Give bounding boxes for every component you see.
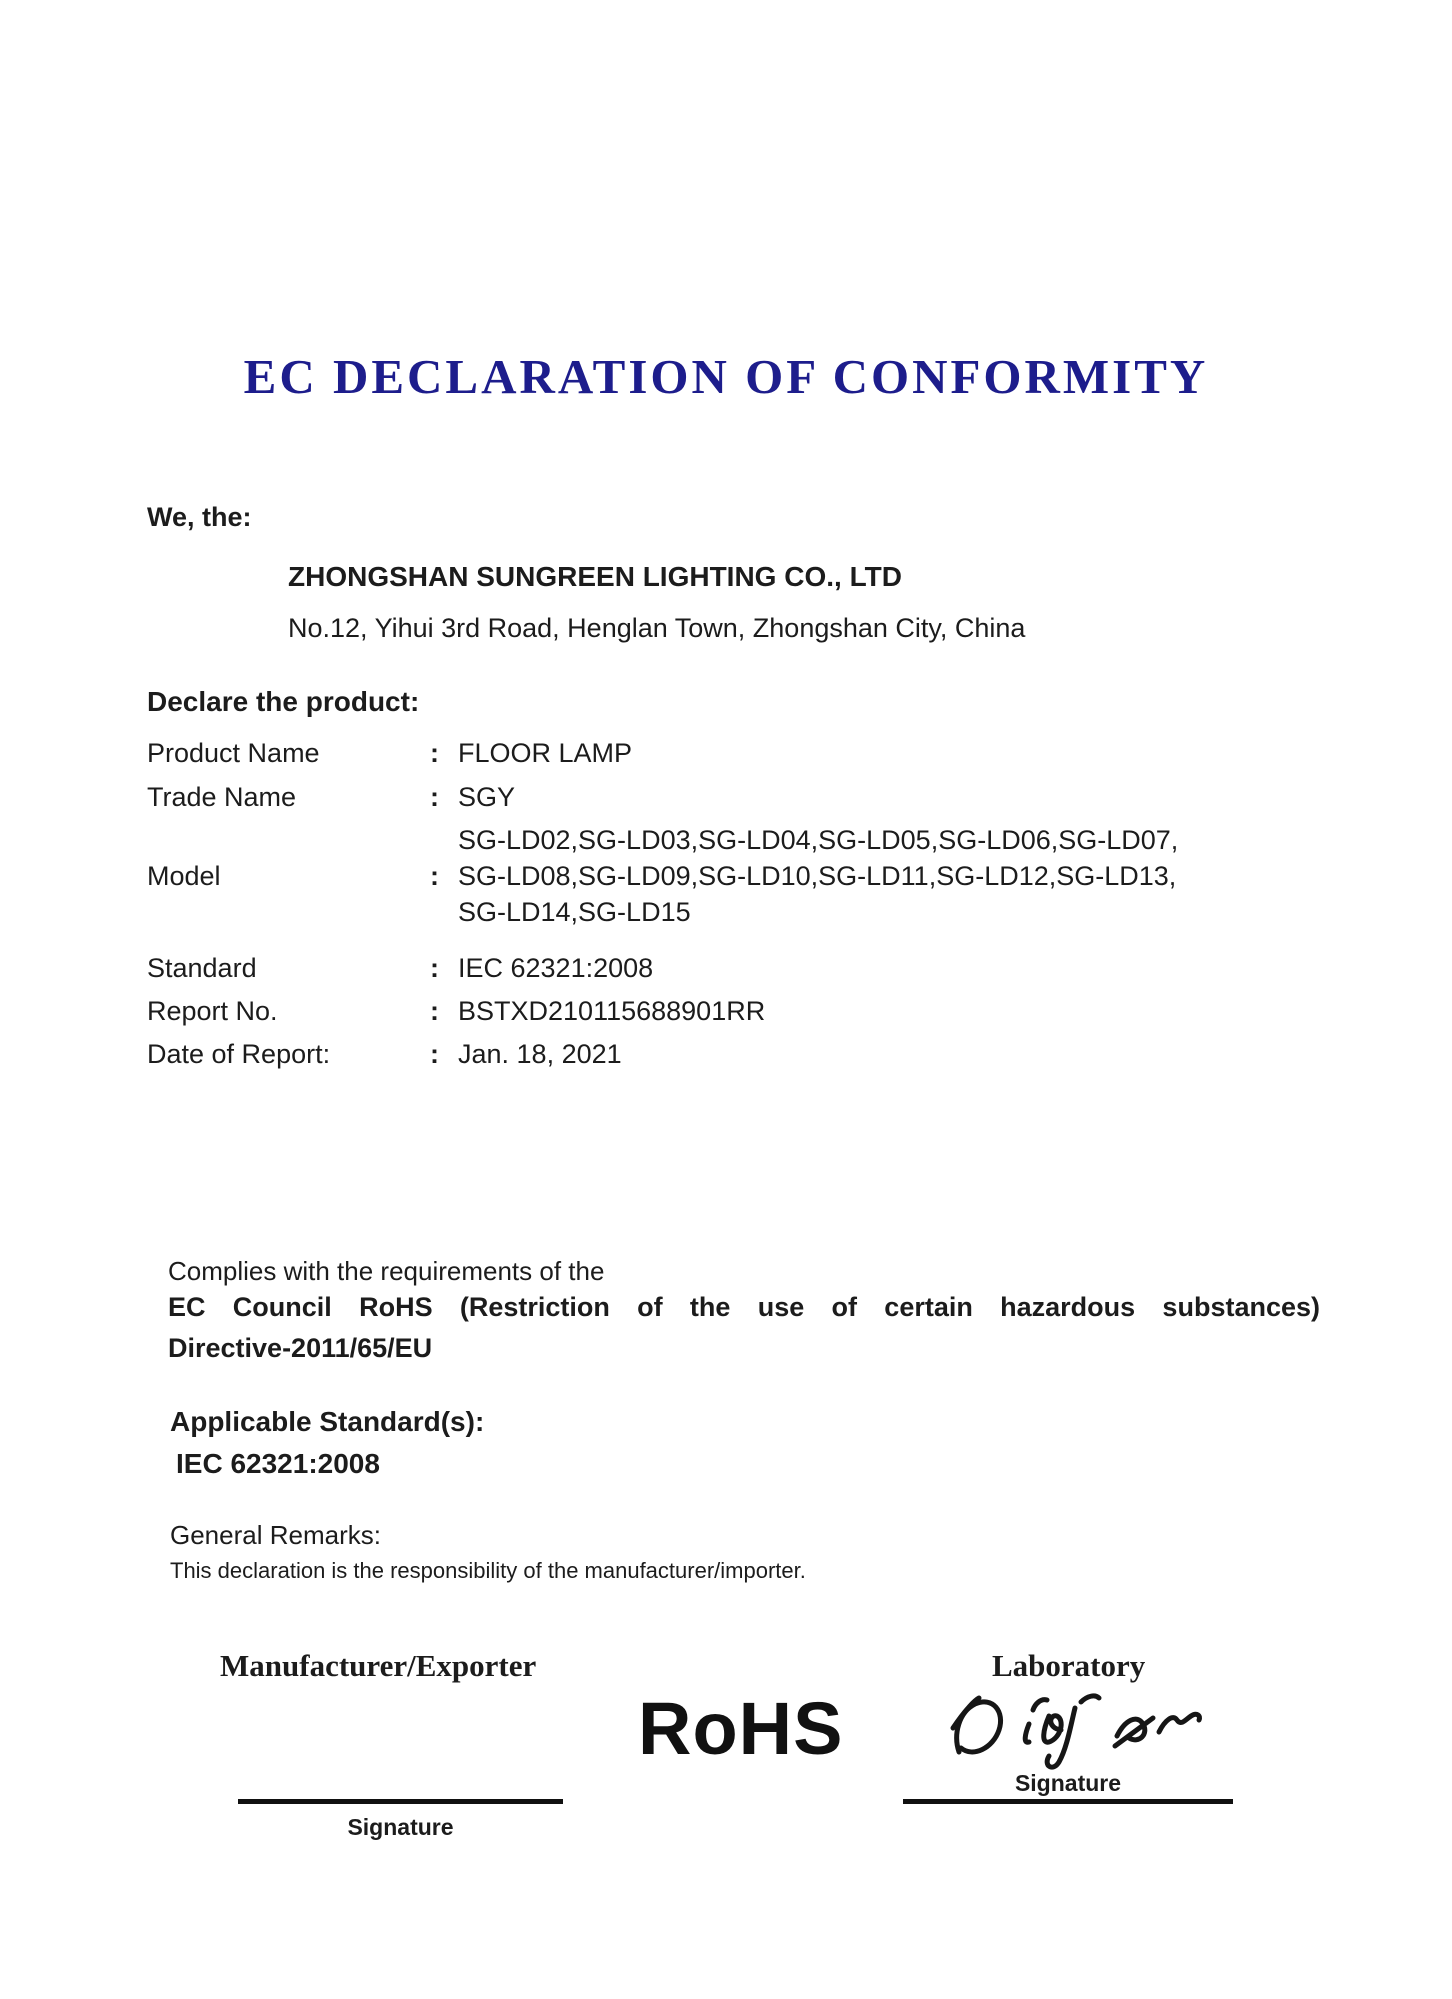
report-no-label: Report No. xyxy=(147,996,278,1026)
trade-name-label: Trade Name xyxy=(147,782,297,812)
model-value xyxy=(458,822,1307,930)
laboratory-signature-label: Signature xyxy=(1014,1770,1122,1796)
manufacturer-signature-line xyxy=(238,1799,563,1804)
general-remarks-heading: General Remarks: xyxy=(170,1520,381,1550)
trade-name-value: SGY xyxy=(458,782,516,812)
model-value-line: SG-LD02,SG-LD03,SG-LD04,SG-LD05,SG-LD06,SG-LD07, xyxy=(458,825,1179,855)
laboratory-signature-line xyxy=(903,1799,1233,1804)
product-name-value: FLOOR LAMP xyxy=(458,738,633,768)
date-of-report-value: Jan. 18, 2021 xyxy=(458,1039,622,1069)
manufacturer-exporter-heading: Manufacturer/Exporter xyxy=(220,1648,537,1683)
colon-separator: : xyxy=(430,1039,439,1069)
applicable-standards-heading: Applicable Standard(s): xyxy=(170,1406,485,1437)
colon-separator: : xyxy=(430,996,439,1026)
colon-separator: : xyxy=(430,782,439,812)
product-section-heading: Declare the product: xyxy=(147,686,420,717)
standard-row xyxy=(147,952,1307,984)
standard-label: Standard xyxy=(147,953,257,983)
page-title: EC DECLARATION OF CONFORMITY xyxy=(243,349,1209,404)
company-address: No.12, Yihui 3rd Road, Henglan Town, Zhongshan City, China xyxy=(288,613,1026,643)
directive-line-2: Directive-2011/65/EU xyxy=(168,1333,433,1363)
handwritten-signature-icon xyxy=(945,1686,1205,1778)
general-remarks-text: This declaration is the responsibility of the manufacturer/importer. xyxy=(170,1558,806,1583)
compliance-intro: Complies with the requirements of the xyxy=(168,1256,605,1286)
declarant-heading: We, the: xyxy=(147,502,252,532)
model-label: Model xyxy=(147,861,221,891)
colon-separator: : xyxy=(430,953,439,983)
laboratory-heading: Laboratory xyxy=(992,1648,1146,1683)
company-name: ZHONGSHAN SUNGREEN LIGHTING CO., LTD xyxy=(288,561,902,592)
colon-separator: : xyxy=(430,861,439,891)
report-no-row xyxy=(147,995,1307,1027)
directive-line-1: EC Council RoHS (Restriction of the use of certain hazardous substances) xyxy=(168,1292,1320,1322)
model-value-line: SG-LD14,SG-LD15 xyxy=(458,897,691,927)
standard-value: IEC 62321:2008 xyxy=(458,953,654,983)
rohs-mark: RoHS xyxy=(638,1687,844,1770)
product-name-row xyxy=(147,737,1307,769)
manufacturer-signature-label: Signature xyxy=(347,1814,454,1840)
model-row xyxy=(147,822,1307,930)
date-of-report-label: Date of Report: xyxy=(147,1039,331,1069)
model-value-line: SG-LD08,SG-LD09,SG-LD10,SG-LD11,SG-LD12,SG-LD13, xyxy=(458,861,1177,891)
date-of-report-row xyxy=(147,1038,1307,1070)
product-name-label: Product Name xyxy=(147,738,320,768)
report-no-value: BSTXD210115688901RR xyxy=(458,996,766,1026)
colon-separator: : xyxy=(430,738,439,768)
trade-name-row xyxy=(147,781,1307,813)
applicable-standards-value: IEC 62321:2008 xyxy=(176,1448,380,1479)
